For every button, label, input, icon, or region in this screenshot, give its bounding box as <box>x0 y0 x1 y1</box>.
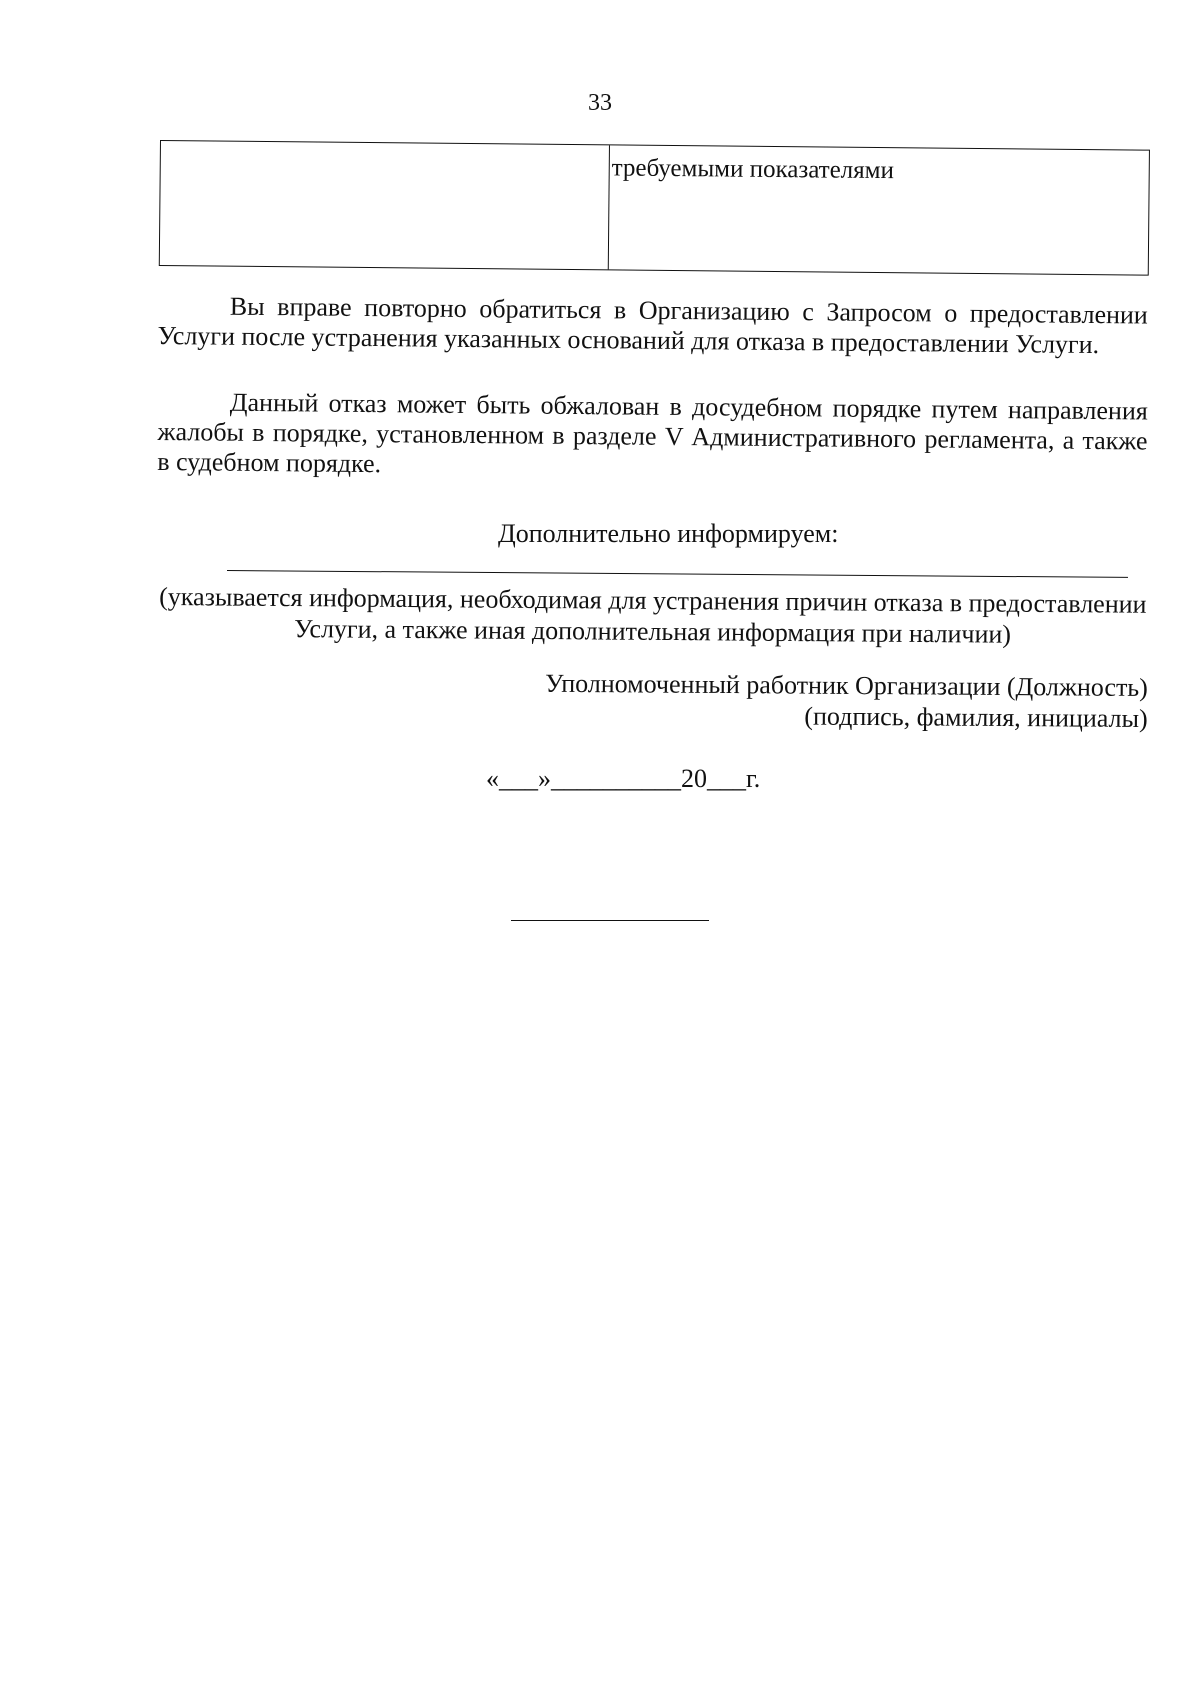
additional-info-fill-line <box>227 570 1128 578</box>
signatory-position: Уполномоченный работник Организации (Должность) <box>545 668 1148 702</box>
table-fragment <box>159 140 1150 276</box>
paragraph-reapply: Вы вправе повторно обратиться в Организацию с Запросом о предоставлении Услуги после устранения указанных оснований для отказа в предоставлении Услуги. <box>157 291 1148 360</box>
table-cell-requirements <box>609 145 1149 274</box>
paragraph-appeal: Данный отказ может быть обжалован в досудебном порядке путем направления жалобы в порядке, установленном в разделе V Административного регламента, а также в судебном порядке. <box>157 387 1148 479</box>
additional-info-heading: Дополнительно информируем: <box>498 519 839 548</box>
page-number: 33 <box>588 90 612 116</box>
additional-info-hint: (указывается информация, необходимая для устранения причин отказа в предоставлении Услуги, а также иная дополнительная информация при наличии) <box>159 582 1147 649</box>
table-cell-empty <box>160 141 610 269</box>
closing-rule <box>511 920 709 921</box>
signatory-block <box>428 667 1148 734</box>
signatory-signature-caption: (подпись, фамилия, инициалы) <box>804 701 1148 733</box>
date-template: «___»__________20___г. <box>486 764 761 793</box>
table-cell-text: требуемыми показателями <box>611 154 895 185</box>
